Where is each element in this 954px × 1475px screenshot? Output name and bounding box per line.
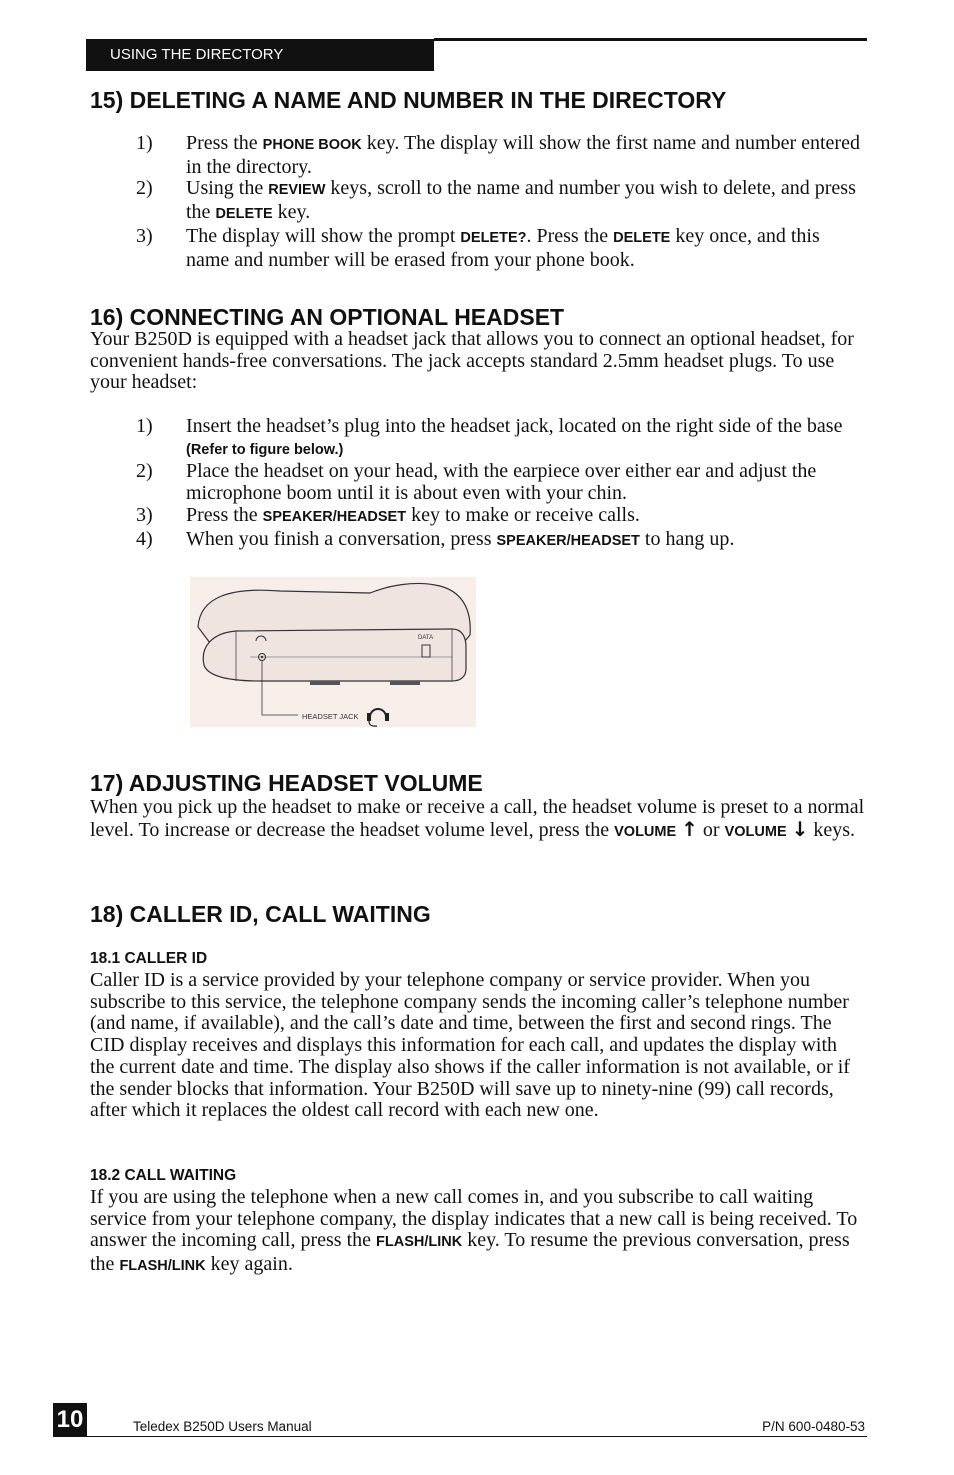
list-item: 2) Using the REVIEW keys, scroll to the name and number you wish to delete, and press the DELETE key. <box>136 177 856 224</box>
section-header-tab: USING THE DIRECTORY <box>86 39 434 71</box>
step-number: 2) <box>136 177 153 200</box>
subsection-call-waiting-title: 18.2 CALL WAITING <box>90 1167 237 1184</box>
key-name: VOLUME <box>614 823 677 840</box>
step-number: 2) <box>136 460 153 483</box>
list-item: 1) Insert the headset’s plug into the headset jack, located on the right side of the base (Refer to figure below.) <box>136 415 843 458</box>
figure-reference: (Refer to figure below.) <box>186 441 344 458</box>
key-name: SPEAKER/HEADSET <box>262 508 407 525</box>
step-number: 1) <box>136 132 153 154</box>
subsection-caller-id-title: 18.1 CALLER ID <box>90 950 208 967</box>
list-item: 4) When you finish a conversation, press SPEAKER/HEADSET to hang up. <box>136 527 735 550</box>
headset-jack-figure <box>190 577 476 727</box>
section-16-title: 16) CONNECTING AN OPTIONAL HEADSET <box>90 304 565 330</box>
key-name: DELETE <box>215 206 273 223</box>
phone-side-view-illustration <box>190 577 476 727</box>
footer-rule <box>87 1436 867 1437</box>
key-name: FLASH/LINK <box>376 1234 463 1251</box>
key-name: DELETE? <box>460 229 527 246</box>
key-name: PHONE BOOK <box>262 137 362 153</box>
section-16-intro: Your B250D is equipped with a headset jack that allows you to connect an optional headset, for convenient hands-free conversations. The jack accepts standard 2.5mm headset plugs. To use your headset: <box>90 328 854 394</box>
list-item: 1) Press the PHONE BOOK key. The display will show the first name and number entered in the directory. <box>136 132 860 178</box>
section-17-title: 17) ADJUSTING HEADSET VOLUME <box>90 770 483 796</box>
step-number: 4) <box>136 527 153 550</box>
part-number: P/N 600-0480-53 <box>762 1419 865 1434</box>
manual-title: Teledex B250D Users Manual <box>133 1419 312 1434</box>
section-18-title: 18) CALLER ID, CALL WAITING <box>90 901 431 927</box>
step-number: 3) <box>136 503 153 526</box>
data-port-label: DATA <box>418 635 434 641</box>
key-name: SPEAKER/HEADSET <box>496 532 640 549</box>
section-15-title: 15) DELETING A NAME AND NUMBER IN THE DIRECTORY <box>90 87 727 113</box>
page-number: 10 <box>53 1403 87 1437</box>
key-name: DELETE <box>613 229 671 246</box>
call-waiting-body: If you are using the telephone when a new call comes in, and you subscribe to call waiting service from your telephone company, the display indicates that a new call is being received. To answer the incoming call, press the FLASH/LINK key. To resume the previous conversation, press the FLASH/LINK key again. <box>90 1186 858 1276</box>
list-item: 3) The display will show the prompt DELETE?. Press the DELETE key once, and this name and number will be erased from your phone book. <box>136 224 820 271</box>
section-15-steps <box>90 133 866 271</box>
down-arrow-icon: ↓ <box>791 816 809 841</box>
section-17-body: When you pick up the headset to make or receive a call, the headset volume is preset to a normal level. To increase or decrease the headset volume level, press the VOLUME ↑ or VOLUME ↓ keys. <box>90 796 865 841</box>
list-item: 3) Press the SPEAKER/HEADSET key to make or receive calls. <box>136 503 640 526</box>
key-name: REVIEW <box>268 182 326 199</box>
step-number: 1) <box>136 415 153 437</box>
key-name: FLASH/LINK <box>119 1258 206 1275</box>
up-arrow-icon: ↑ <box>681 816 698 841</box>
headset-jack-label: HEADSET JACK <box>302 712 359 721</box>
caller-id-body: Caller ID is a service provided by your telephone company or service provider. When you subscribe to this service, the telephone company sends the incoming caller’s telephone number (and name, if available), and the call’s date and time, between the first and second rings. The CID display receives and displays this information for each call, and updates the display with the current date and time. The display also shows if the caller information is not available, or if the sender blocks that information. Your B250D will save up to ninety-nine (99) call records, after which it replaces the oldest call record with each new one. <box>90 969 850 1122</box>
list-item: 2) Place the headset on your head, with the earpiece over either ear and adjust the microphone boom until it is about even with your chin. <box>136 460 817 505</box>
header-rule <box>434 38 867 41</box>
section-16-steps <box>90 416 866 552</box>
step-number: 3) <box>136 224 153 247</box>
key-name: VOLUME <box>724 823 787 840</box>
